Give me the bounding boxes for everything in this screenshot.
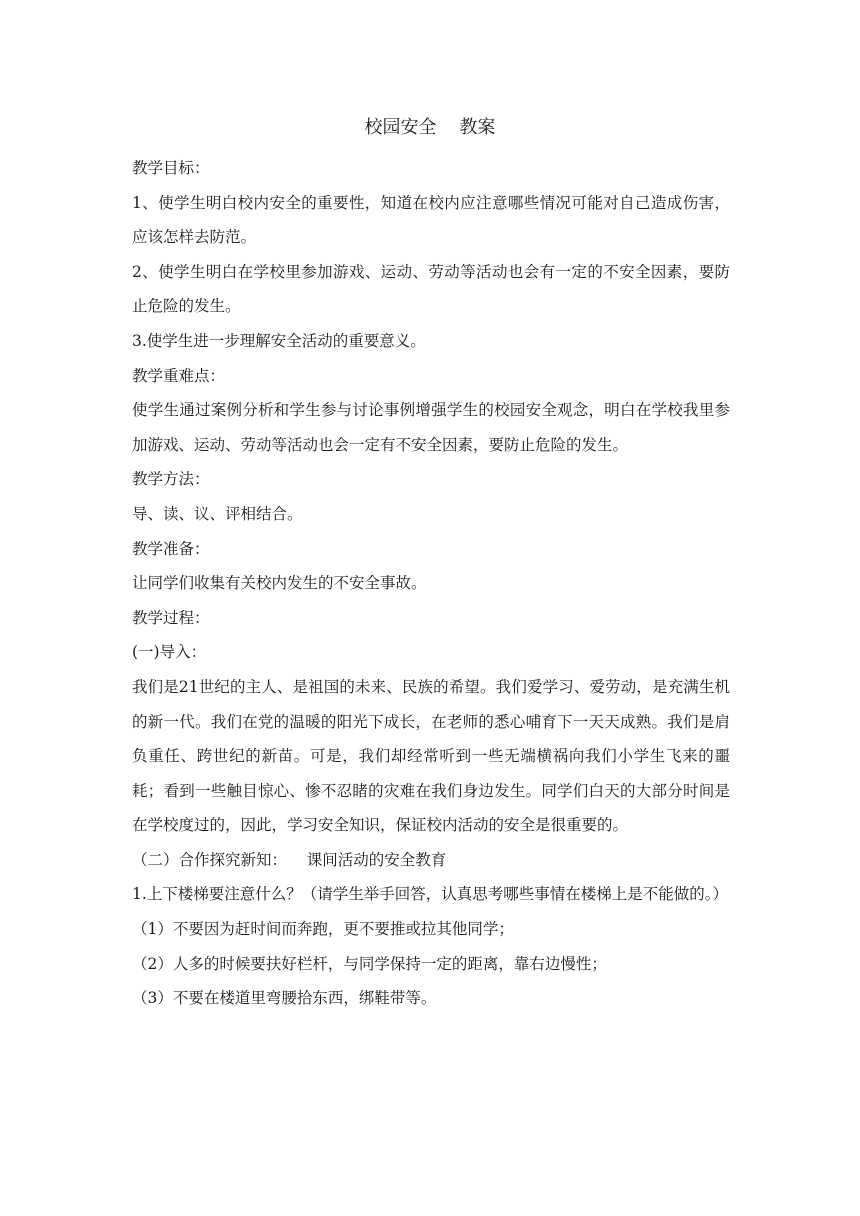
paragraph-goal-2: 2、使学生明白在学校里参加游戏、运动、劳动等活动也会有一定的不安全因素，要防止危险的发生。	[132, 262, 730, 316]
paragraph-methods: 导、读、议、评相结合。	[132, 504, 303, 523]
paragraph-stairs-rule-2: （2）人多的时候要扶好栏杆，与同学保持一定的距离，靠右边慢性；	[132, 954, 607, 973]
paragraph-stairs-rule-1: （1）不要因为赶时间而奔跑，更不要推或拉其他同学；	[132, 920, 514, 939]
paragraph-intro-heading: (一)导入：	[132, 643, 207, 662]
paragraph-key-points-heading: 教学重难点：	[132, 366, 226, 385]
paragraph-preparation-heading: 教学准备：	[132, 539, 210, 558]
paragraph-preparation: 让同学们收集有关校内发生的不安全事故。	[132, 574, 427, 593]
document-body	[132, 151, 730, 1016]
paragraph-stairs-question: 1.上下楼梯要注意什么？（请学生举手回答，认真思考哪些事情在楼梯上是不能做的。）	[132, 885, 729, 904]
paragraph-stairs-rule-3: （3）不要在楼道里弯腰拾东西，绑鞋带等。	[132, 989, 437, 1008]
paragraph-goal-3: 3.使学生进一步理解安全活动的重要意义。	[132, 331, 426, 350]
paragraph-process-heading: 教学过程：	[132, 608, 210, 627]
paragraph-explore-heading: （二）合作探究新知： 课间活动的安全教育	[132, 850, 447, 869]
paragraph-goal-1: 1、使学生明白校内安全的重要性，知道在校内应注意哪些情况可能对自己造成伤害，应该怎样去防范。	[132, 193, 730, 247]
document-title: 校园安全 教案	[364, 117, 496, 138]
paragraph-teaching-goals-heading: 教学目标：	[132, 159, 210, 177]
paragraph-key-points: 使学生通过案例分析和学生参与讨论事例增强学生的校园安全观念，明白在学校我里参加游戏、运动、劳动等活动也会一定有不安全因素，要防止危险的发生。	[132, 401, 730, 454]
paragraph-intro: 我们是21世纪的主人、是祖国的未来、民族的希望。我们爱学习、爱劳动，是充满生机的新一代。我们在党的温暖的阳光下成长，在老师的悉心哺育下一天天成熟。我们是肩负重任、跨世纪的新苗。可是，我们却经常听到一些无端横祸向我们小学生飞来的噩耗；看到一些触目惊心、惨不忍睹的灾难在我们身边发生。同学们白天的大部分时间是在学校度过的，因此，学习安全知识，保证校内活动的安全是很重要的。	[132, 677, 730, 835]
paragraph-methods-heading: 教学方法：	[132, 470, 210, 489]
